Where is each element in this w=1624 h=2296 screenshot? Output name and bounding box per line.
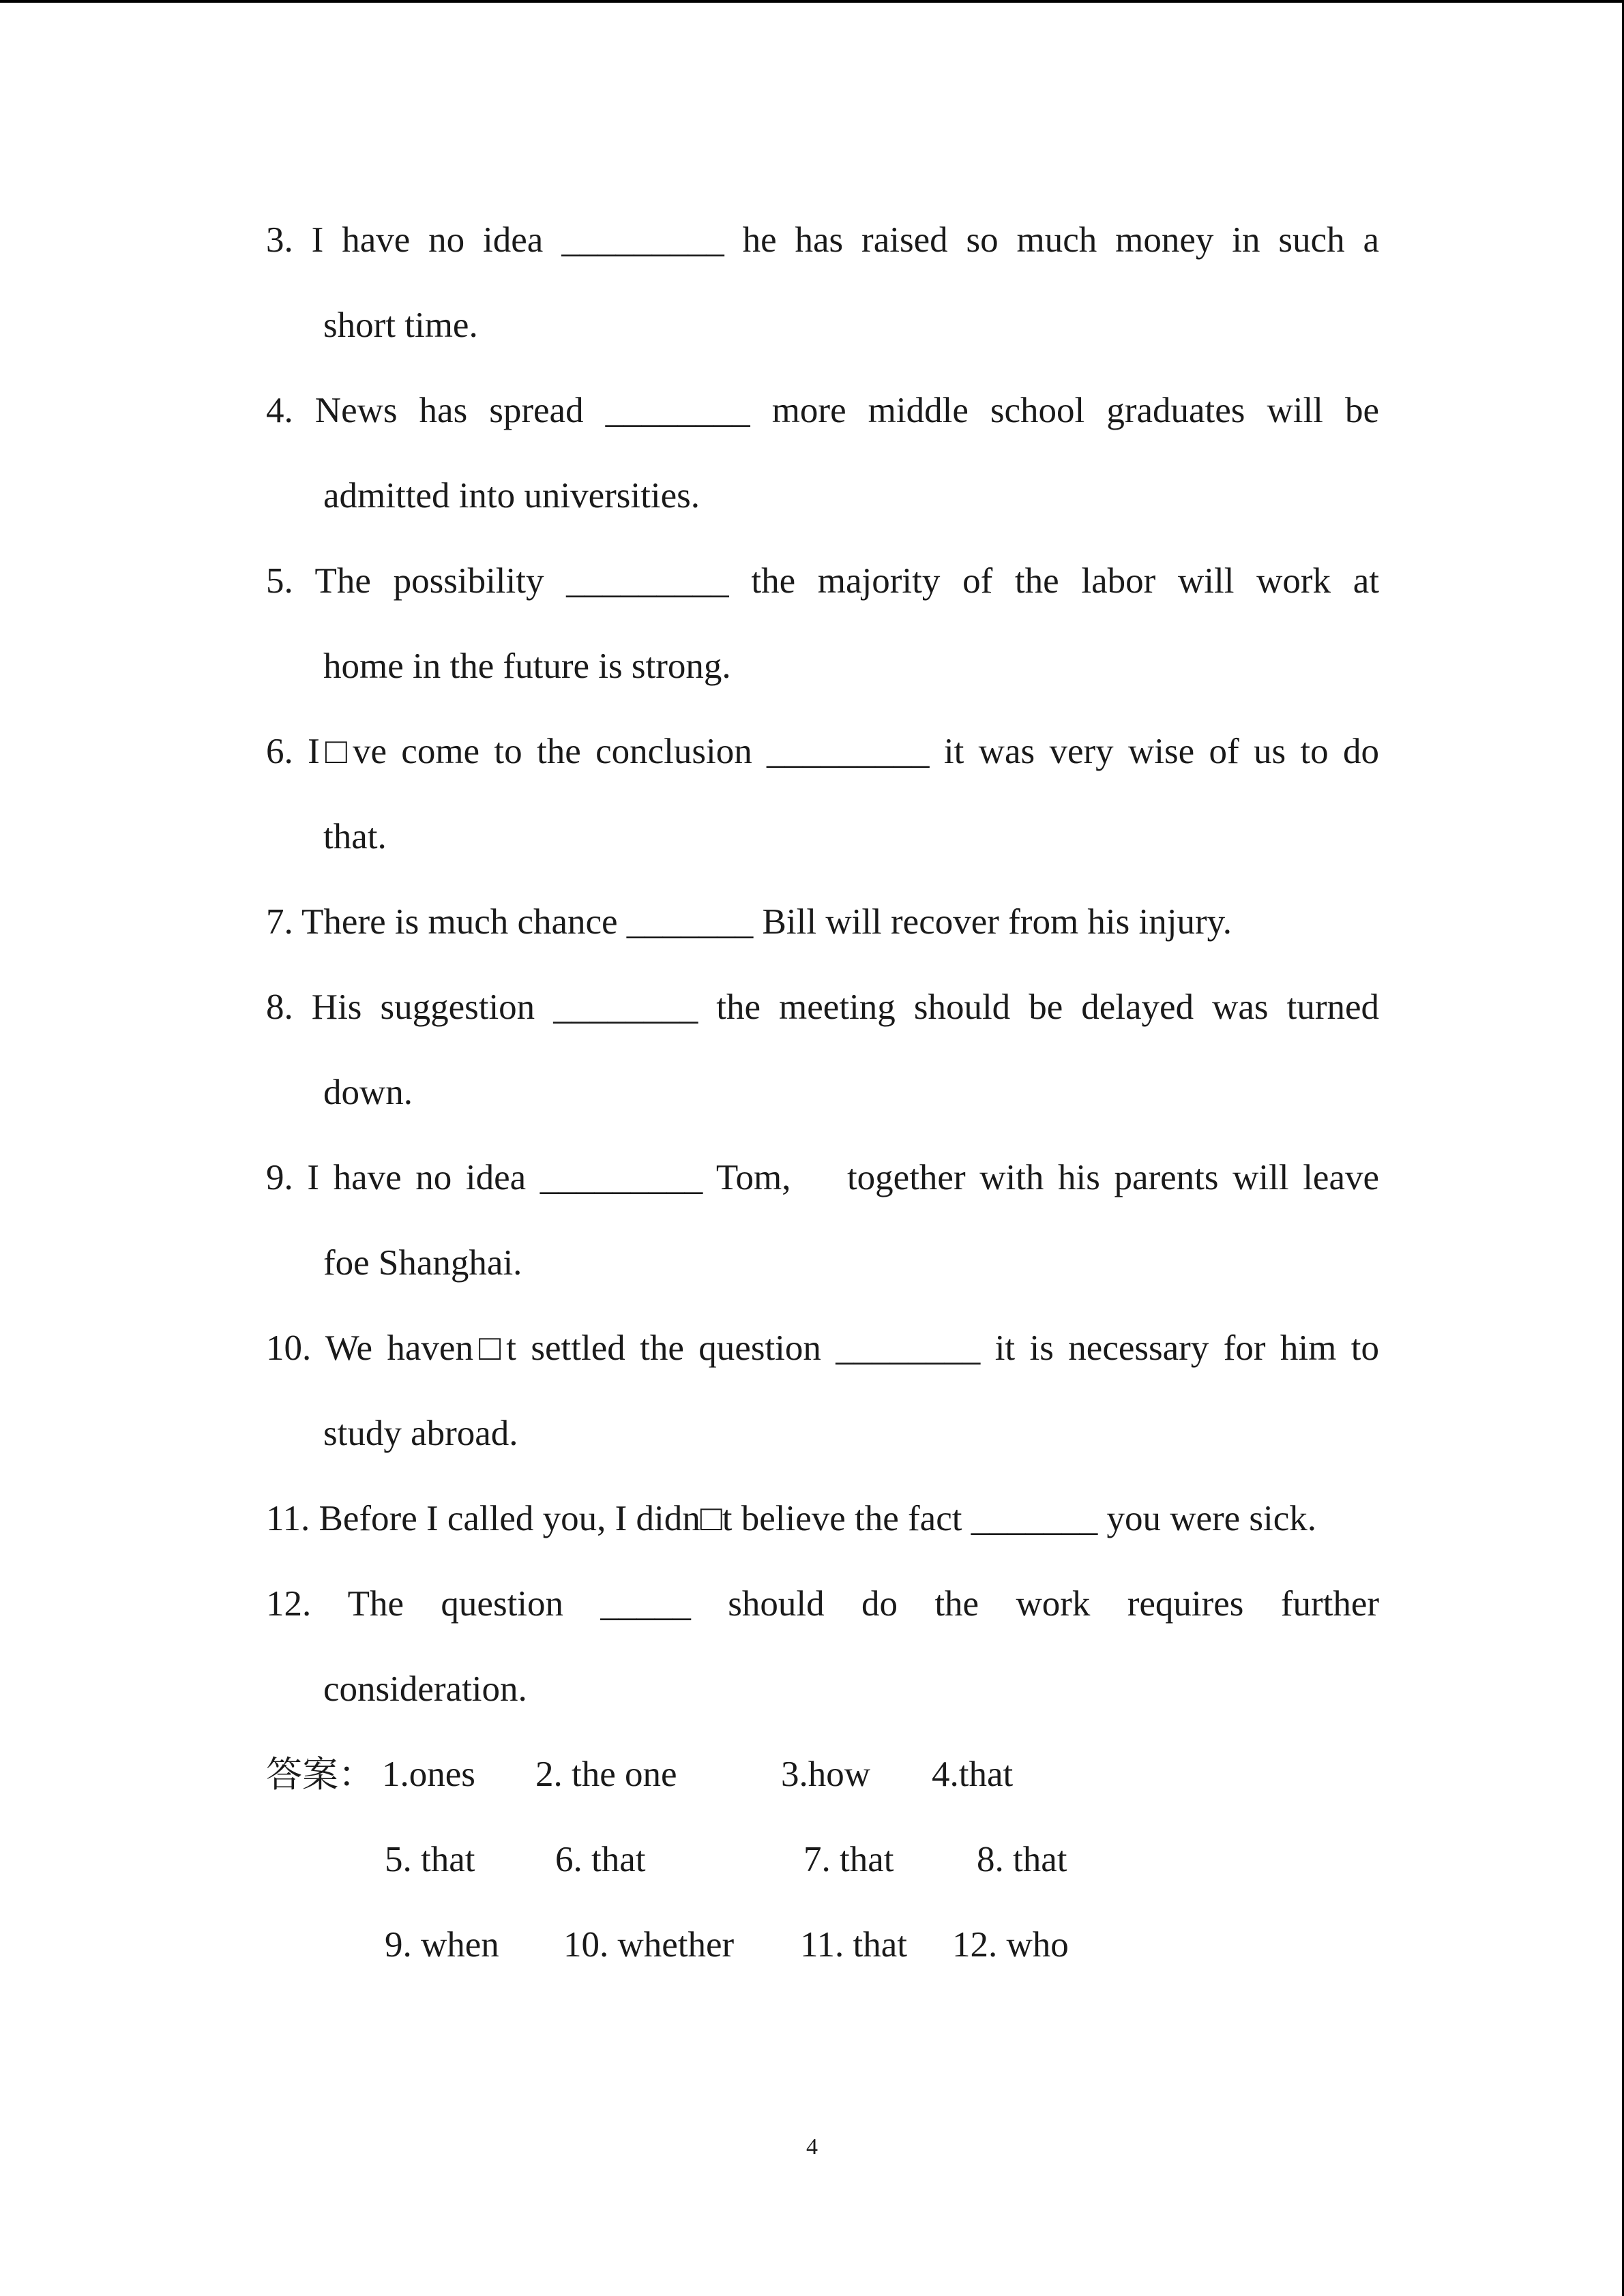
question-12 <box>266 1562 1379 1732</box>
answer-item: 3.how <box>781 1755 871 1794</box>
answer-row <box>266 1903 1379 1988</box>
answer-key <box>266 1732 1379 1988</box>
question-5 <box>266 539 1379 709</box>
question-text: 7. There is much chance _______ Bill will recover from his injury. <box>266 902 1232 942</box>
question-text: 6. I□ve come to the conclusion _________ it was very wise of us to do <box>266 732 1379 771</box>
answer-item: 10. whether <box>563 1925 735 1965</box>
answer-item: 4.that <box>932 1755 1014 1794</box>
answer-item: 9. when <box>385 1925 499 1965</box>
question-text-continued: consideration. <box>323 1669 527 1709</box>
question-text: 5. The possibility _________ the majority of the labor will work at <box>266 561 1379 601</box>
question-4 <box>266 368 1379 539</box>
answer-item: 5. that <box>385 1840 475 1879</box>
question-text: 4. News has spread ________ more middle school graduates will be <box>266 391 1379 430</box>
question-text: 9. I have no idea _________ Tom, together with his parents will leave <box>266 1158 1379 1197</box>
question-text-continued: home in the future is strong. <box>323 646 731 686</box>
question-8 <box>266 965 1379 1135</box>
question-text: 3. I have no idea _________ he has raised so much money in such a <box>266 220 1379 260</box>
page-content <box>266 198 1379 1988</box>
question-11 <box>266 1476 1379 1562</box>
answer-item: 12. who <box>952 1925 1069 1965</box>
question-text: 12. The question _____ should do the work requires further <box>266 1584 1379 1624</box>
question-text: 10. We haven□t settled the question ________ it is necessary for him to <box>266 1328 1379 1368</box>
answer-label: 答案： <box>266 1754 374 1795</box>
page-number: 4 <box>806 2134 818 2160</box>
question-6 <box>266 709 1379 880</box>
question-text-continued: foe Shanghai. <box>323 1243 522 1283</box>
answer-item: 11. that <box>800 1925 908 1965</box>
answer-row <box>266 1732 1379 1817</box>
question-7 <box>266 880 1379 965</box>
answer-item: 2. the one <box>535 1755 677 1794</box>
question-text-continued: short time. <box>323 305 478 345</box>
answer-item: 7. that <box>803 1840 894 1879</box>
question-text-continued: down. <box>323 1073 413 1112</box>
question-9 <box>266 1135 1379 1306</box>
page-top-border <box>0 0 1624 3</box>
question-text: 11. Before I called you, I didn□t believe the fact _______ you were sick. <box>266 1499 1317 1538</box>
question-text-continued: admitted into universities. <box>323 476 700 516</box>
answer-item: 1.ones <box>382 1755 475 1794</box>
answer-item: 8. that <box>977 1840 1067 1879</box>
question-3 <box>266 198 1379 368</box>
question-text-continued: that. <box>323 817 387 856</box>
question-10 <box>266 1306 1379 1476</box>
question-text-continued: study abroad. <box>323 1414 518 1453</box>
answer-row <box>266 1817 1379 1903</box>
question-text: 8. His suggestion ________ the meeting should be delayed was turned <box>266 987 1379 1027</box>
answer-item: 6. that <box>555 1840 646 1879</box>
